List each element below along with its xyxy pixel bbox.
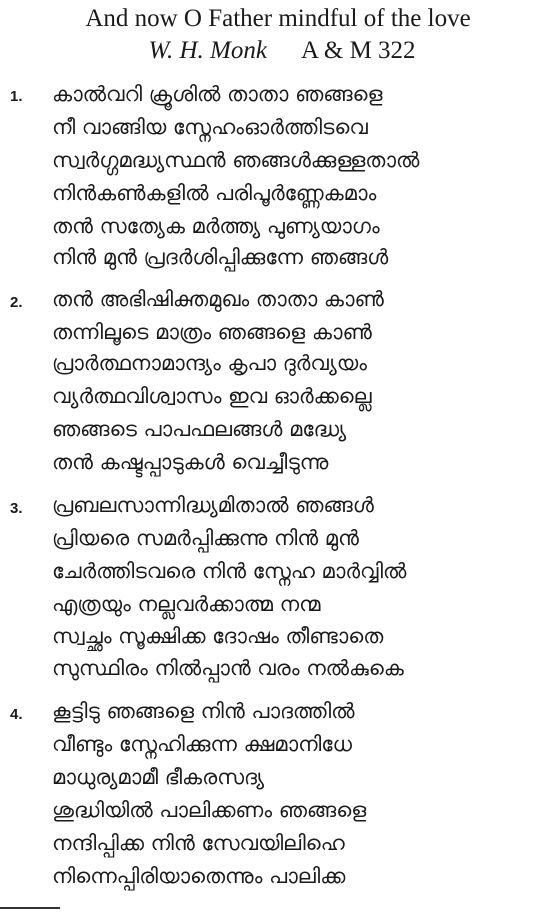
verse-line: തൻ അഭിഷിക്തമുഖം താതാ കാൺ (52, 287, 384, 311)
verse-line: സുസ്ഥിരം നിൽപ്പാൻ വരം നൽകുകെ (52, 656, 404, 680)
verse-line: പ്രിയരെ സമർപ്പിക്കുന്നു നിൻ മുൻ (52, 526, 359, 550)
composer-name: W. H. Monk (148, 37, 267, 64)
verse-line: വ്യർത്ഥവിശ്വാസം ഇവ ഓർക്കല്ലെ (52, 384, 372, 408)
hymn-subtitle (10, 36, 544, 66)
verse-number: 4. (10, 706, 23, 723)
verse-line: ചേർത്തിടവരെ നിൻ സ്നേഹ മാർവ്വിൽ (52, 559, 407, 583)
verse-line: എത്രയും നല്ലവർക്കാത്മ നന്മ (52, 592, 321, 616)
verse-line: മാധുര്യമാമീ ഭീകരസദ്യ (52, 765, 265, 789)
verse-line: നിൻകൺകളിൽ പരിപൂർണ്ണേകമാം (52, 181, 377, 205)
verse-line: നന്ദിപ്പിക്ക നിൻ സേവയിലിഹെ (52, 831, 345, 855)
verse-line: നിന്നെപ്പിരിയാതെന്നും പാലിക്ക (52, 864, 346, 888)
verse-line: ഞങ്ങടെ പാപഫലങ്ങൾ മദ്ധ്യേ (52, 417, 347, 441)
verse-line: നിൻ മുൻ പ്രദർശിപ്പിക്കുന്നേ ഞങ്ങൾ (52, 245, 389, 269)
verse-line: സ്വർഗ്ഗമദ്ധ്യസ്ഥൻ ഞങ്ങൾക്കുള്ളതാൽ (52, 148, 420, 172)
hymn-title: And now O Father mindful of the love (85, 5, 471, 32)
verse-line: വീണ്ടും സ്നേഹിക്കുന്ന ക്ഷമാനിധേ (52, 732, 352, 756)
verse-line: തൻ കഷ്ടപ്പാടുകൾ വെച്ചീടുന്നു (52, 450, 329, 474)
verse-line: പ്രബലസാന്നിദ്ധ്യമിതാൽ ഞങ്ങൾ (52, 493, 374, 517)
verse-line: കൂട്ടിടു ഞങ്ങളെ നിൻ പാദത്തിൽ (52, 699, 355, 723)
verse-number: 2. (10, 294, 23, 311)
verse-line: കാൽവറി ക്രൂശിൽ താതാ ഞങ്ങളെ (52, 82, 383, 106)
verse-line: തന്നിലൂടെ മാത്രം ഞങ്ങളെ കാൺ (52, 320, 372, 344)
verse-line: നീ വാങ്ങിയ സ്നേഹംഓർത്തിടവെ (52, 115, 368, 139)
bottom-divider (0, 907, 60, 909)
verse-line: പ്രാർത്ഥനാമാന്ദ്യം കൃപാ ദുർവ്യയം (52, 351, 367, 375)
verse-line: സ്വച്ഛം സൂക്ഷിക്ക ദോഷം തീണ്ടാതെ (52, 624, 384, 648)
hymnbook-reference: A & M 322 (300, 37, 416, 64)
verse-number: 1. (10, 88, 23, 105)
verse-line: ശുദ്ധിയിൽ പാലിക്കണം ഞങ്ങളെ (52, 798, 367, 822)
verse-number: 3. (10, 500, 23, 517)
verse-line: തൻ സത്യേക മർത്ത്യ പുണ്യയാഗം (52, 214, 380, 238)
